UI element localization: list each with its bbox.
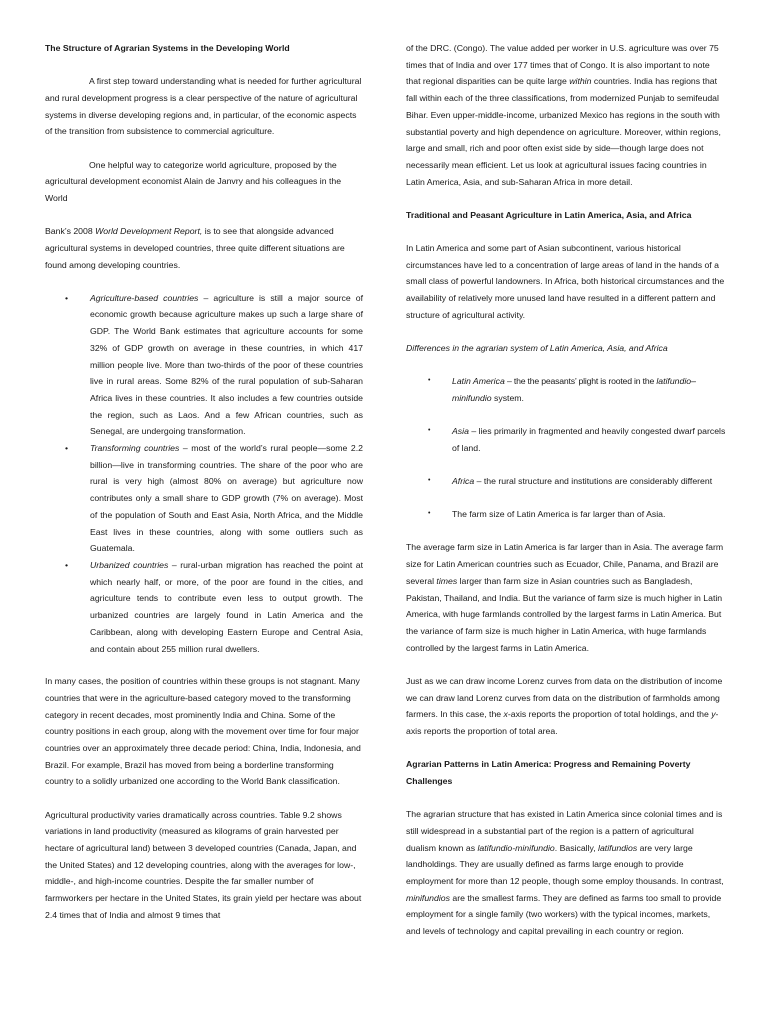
paragraph-categorize: One helpful way to categorize world agriculture, proposed by the agricultural development economist Alain de Janvry and his colleagues in the World <box>45 159 342 203</box>
heading-traditional-agriculture: Traditional and Peasant Agriculture in Latin America, Asia, and Africa <box>406 209 692 220</box>
list-item: • Transforming countries – most of the world’s rural people—some 2.2 billion—live in transforming countries. The share of the poor who are rural is very high (almost 80% on average) but agriculture now contributes only a small share to GDP growth (7% on average). Most of the population of South and East Asia, North Africa, and the Middle East lives in these countries, along with some outliers such as Guatemala. <box>45 440 363 557</box>
paragraph-latifundio: The agrarian structure that has existed in Latin America since colonial times and is still widespread in a substantial part of the region is a pattern of agricultural dualism known as latifundio-minifundio. Basically, latifundios are very large landholdings. They are usually defined as farms large enough to provide employment for more than 12 people, though some employ thousands. In contrast, minifundios are the smallest farms. They are defined as farms too small to provide employment for a single family (two workers) with the typical incomes, markets, and levels of technology and capital prevailing in each country or region. <box>406 809 724 937</box>
subheading-differences: Differences in the agrarian system of Latin America, Asia, and Africa <box>406 343 668 354</box>
paragraph-wdr: Bank’s 2008 World Development Report, is to see that alongside advanced agricultural systems in developed countries, three quite different situations are found among developing countries. <box>45 226 345 270</box>
bullet-icon: • <box>65 559 69 570</box>
bullet-icon: • <box>428 427 431 435</box>
left-column <box>45 40 363 940</box>
list-item: • Asia – lies primarily in fragmented and heavily congested dwarf parcels of land. <box>406 423 726 456</box>
bullet-icon: • <box>65 443 69 454</box>
paragraph-movement: In many cases, the position of countries within these groups is not stagnant. Many countries that were in the agriculture-based category moved to the transforming category in recent decades, most prominently India and China. Some of the country positions in each group, along with the movement over time for four major countries over an approximately three decade period: China, India, Indonesia, and Brazil. For example, Brazil has moved from being a borderline transforming country to a solidly urbanized one according to the World Bank classification. <box>45 676 361 787</box>
heading-agrarian-patterns: Agrarian Patterns in Latin America: Progress and Remaining Poverty Challenges <box>406 759 691 786</box>
list-item: • Agriculture-based countries – agriculture is still a major source of economic growth because agriculture makes up such a large share of GDP. The World Bank estimates that agriculture accounts for some 32% of GDP growth on average in these countries, in which 417 million people live. More than two-thirds of the poor of these countries live in rural areas. Some 82% of the rural population of sub-Saharan Africa lives in these countries. It also includes a few countries outside the region, such as Laos. And a few African countries, such as Senegal, are undergoing transformation. <box>45 290 363 440</box>
right-column <box>406 40 726 956</box>
paragraph-farm-size: The average farm size in Latin America is far larger than in Asia. The average farm size for Latin American countries such as Ecuador, Chile, Panama, and Brazil are several times larger than farm size in Asian countries such as Bangladesh, Pakistan, Thailand, and India. But the variance of farm size is much higher in Latin America, with huge farmlands controlled by the largest farms in Latin America. But the variance of farm size is much higher in Latin America, with huge farmlands controlled by the largest farms in Latin America. <box>406 542 724 653</box>
paragraph-lorenz: Just as we can draw income Lorenz curves from data on the distribution of income we can draw land Lorenz curves from data on the distribution of farmholds among farmers. In this case, the x-axis reports the proportion of total holdings, and the y-axis reports the proportion of total area. <box>406 675 723 736</box>
differences-list <box>406 373 726 523</box>
country-category-list <box>45 290 363 657</box>
bullet-icon: • <box>428 477 431 485</box>
paragraph-productivity: Agricultural productivity varies dramatically across countries. Table 9.2 shows variations in land productivity (measured as kilograms of grain harvested per hectare of agricultural land) between 3 developed countries (Canada, Japan, and the United States) and 12 developing countries, along with the averages for low-, middle-, and high-income countries. Despite the far smaller number of farmworkers per hectare in the United States, its grain yield per hectare was about 2.4 times that of India and almost 9 times that <box>45 809 362 920</box>
paragraph-land-concentration: In Latin America and some part of Asian subcontinent, various historical circumstances have led to a concentration of large areas of land in the hands of a small class of powerful landowners. In Africa, both historical circumstances and the availability of relatively more unused land have resulted in a different pattern and structure of agricultural activity. <box>406 243 725 320</box>
list-item: • Latin America – the the peasants’ plight is rooted in the latifundio–minifundio system. <box>406 373 726 406</box>
bullet-icon: • <box>65 292 69 303</box>
paragraph-continued: of the DRC. (Congo). The value added per worker in U.S. agriculture was over 75 times that of India and over 177 times that of Congo. It is also important to note that regional disparities can be quite large within countries. India has regions that fall within each of the three classifications, from modernized Punjab to semifeudal Bihar. Even upper-middle-income, urbanized Mexico has regions in the south with substantial poverty and high dependence on agriculture. Moreover, within regions, large and small, rich and poor often exist side by side—though large does not necessarily mean efficient. Let us look at agricultural issues facing countries in Latin America, Asia, and sub-Saharan Africa in more detail. <box>406 43 721 187</box>
bullet-icon: • <box>428 377 431 385</box>
section-title: The Structure of Agrarian Systems in the Developing World <box>45 43 290 53</box>
list-item: • Urbanized countries – rural-urban migration has reached the point at which nearly half, or more, of the poor are found in the cities, and agriculture tends to contribute even less to output growth. The urbanized countries are largely found in Latin America and the Caribbean, along with developing Eastern Europe and Central Asia, and contain about 255 million rural dwellers. <box>45 557 363 657</box>
list-item: • The farm size of Latin America is far larger than of Asia. <box>406 506 726 523</box>
list-item: • Africa – the rural structure and institutions are considerably different <box>406 473 726 490</box>
bullet-icon: • <box>428 510 431 518</box>
paragraph-intro: A first step toward understanding what is needed for further agricultural and rural development progress is a clear perspective of the nature of agricultural systems in diverse developing regions and, in particular, of the economic aspects of the transition from subsistence to commercial agriculture. <box>45 76 362 137</box>
